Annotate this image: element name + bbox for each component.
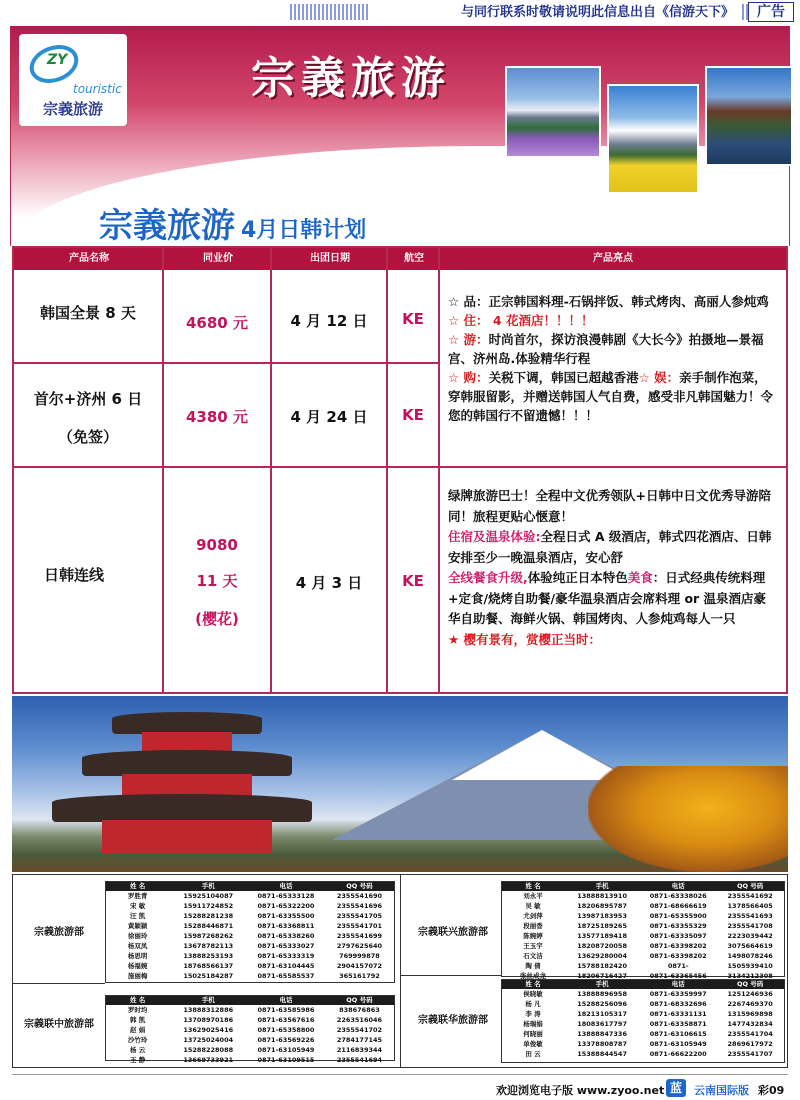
contact-row: [106, 972, 394, 981]
contact-mobile: 13888847336: [577, 1030, 627, 1038]
autumn-trees: [588, 766, 788, 872]
cyts-logo-icon: [581, 202, 611, 220]
tour-label: ☆ 游：: [448, 332, 489, 347]
japan-p2: [448, 527, 778, 568]
contact-row: [502, 1010, 784, 1019]
contact-qq: 2355541701: [336, 922, 383, 930]
contact-mobile: 13708970186: [183, 1016, 234, 1024]
fun-text: 亲手制作泡菜，穿韩服留影，并赠送韩国人气自费，感受非凡韩国魅力！令您的韩国行不留遗憾！！！: [448, 370, 774, 423]
contact-qq: 1378566405: [727, 902, 773, 910]
japan-p1: 绿牌旅游巴士！全程中文优秀领队+日韩中日文优秀导游陪同！旅程更贴心惬意！: [448, 488, 771, 524]
contact-row: [106, 902, 394, 911]
contact-mobile: 手机: [595, 882, 609, 890]
contact-phone: 0871-63105949: [257, 1046, 315, 1054]
contact-name: 田 云: [525, 1050, 541, 1058]
row2-date: 4 月 24 日: [290, 408, 368, 426]
contact-row: [106, 1026, 394, 1035]
photo-fuji-flowers: [607, 84, 699, 194]
japan-p3b-text: ：日式经典传统料理+定食/烧烤自助餐/豪华温泉酒店会席料理 or 温泉酒店豪华自助餐、海鲜火锅、韩国烤肉、人参炖鸡每人一只: [448, 570, 767, 626]
row1-price: 4680 元: [186, 314, 248, 332]
contact-phone: 0871-65333128: [257, 892, 315, 900]
row3-date: 4 月 3 日: [295, 574, 363, 592]
row2-airline: KE: [402, 406, 424, 424]
row3-price: 9080: [196, 536, 238, 554]
contact-row: [106, 1016, 394, 1025]
contact-mobile: 13888253193: [183, 952, 234, 960]
contact-mobile: 15987268262: [183, 932, 234, 940]
contact-name: 段丽香: [523, 922, 543, 930]
contact-phone: 0871-63106615: [649, 1030, 707, 1038]
pagoda-roof: [112, 712, 262, 734]
contact-mobile: 13725024004: [183, 1036, 234, 1044]
contact-header-row: [106, 996, 394, 1005]
contact-row: [502, 922, 784, 931]
contact-name: 李 涛: [525, 1010, 541, 1018]
logo-en: touristic: [73, 82, 122, 96]
contact-mobile: 18083617797: [577, 1020, 627, 1028]
contact-row: [502, 1000, 784, 1009]
food-label: ☆ 品：: [448, 294, 489, 309]
contact-row: [502, 1020, 784, 1029]
contact-phone: 电话: [279, 882, 293, 890]
contact-qq: 2355541693: [727, 912, 773, 920]
contact-qq: 365161792: [339, 972, 380, 980]
contact-mobile: 18206895787: [577, 902, 627, 910]
contact-name: 施丽梅: [127, 972, 148, 980]
highlight-food: [448, 292, 778, 311]
top-bar: [0, 0, 800, 24]
contact-phone: 0871-63355329: [649, 922, 707, 930]
contact-row: [502, 932, 784, 941]
footer-page: 彩09: [758, 1084, 785, 1097]
contact-row: [502, 1050, 784, 1059]
logo-cn: 宗義旅游: [43, 100, 104, 118]
contact-name: 侯晓敏: [523, 990, 543, 998]
contact-mobile: 15288228088: [183, 1046, 234, 1054]
japan-p3-label: 全线餐食升级,: [448, 570, 528, 585]
contact-mobile: 13888896958: [577, 990, 627, 998]
col-divider: [438, 248, 440, 692]
contact-mobile: 13629025416: [183, 1026, 234, 1034]
contact-name: 杨 云: [130, 1046, 146, 1054]
row3-name: 日韩连线: [43, 566, 104, 584]
contact-phone: 0871-63109515: [257, 1056, 315, 1064]
pagoda-floor: [102, 820, 272, 854]
pagoda-floor: [122, 774, 252, 796]
contact-name: 沙竹玲: [127, 1036, 148, 1044]
brand-title: 宗義旅游: [251, 53, 451, 104]
footer-badge: 蓝: [666, 1079, 686, 1097]
contact-phone: 0871-63331131: [649, 1010, 707, 1018]
contact-mobile: 13888813910: [577, 892, 627, 900]
highlight-tour: [448, 330, 778, 368]
contact-name: 吴 敏: [525, 902, 541, 910]
contact-mobile: 13629280004: [577, 952, 627, 960]
contact-name: 陈婉婷: [523, 932, 543, 940]
contact-name: 杨瑞娟: [523, 1020, 543, 1028]
contact-phone: 0871-65322200: [257, 902, 315, 910]
contact-header-row: [502, 980, 784, 989]
japan-p2-label: 住宿及温泉体验:: [448, 529, 541, 544]
contact-name: 杨思明: [127, 952, 148, 960]
contact-row: [502, 962, 784, 971]
contact-phone: 0871-63358871: [649, 1020, 707, 1028]
contact-phone: 0871-66622200: [649, 1050, 707, 1058]
contact-mobile: 18725189265: [577, 922, 627, 930]
contact-mobile: 18213105317: [577, 1010, 627, 1018]
contact-row: [106, 932, 394, 941]
contact-phone: 电话: [279, 996, 293, 1004]
highlight-stay: [448, 311, 778, 330]
row3-cherry: (樱花): [195, 610, 239, 628]
contact-qq: 2355541690: [336, 892, 383, 900]
contact-phone: 电话: [671, 882, 685, 890]
shop-text: 关税下调，韩国已超越香港: [488, 370, 639, 385]
row1-airline: KE: [402, 310, 424, 328]
dept-separator: [13, 983, 105, 984]
contact-header-row: [106, 882, 394, 891]
row2-name-visa: （免签）: [57, 428, 118, 446]
contact-mobile: 18206716427: [577, 972, 627, 980]
contact-qq: 2355541699: [336, 932, 383, 940]
contact-row: [106, 1036, 394, 1045]
japan-p2-text: 全程日式 A 级酒店，韩式四花酒店、日韩安排至少一晚温泉酒店，安心舒: [448, 529, 772, 565]
contact-qq: QQ 号码: [346, 882, 373, 890]
contact-row: [502, 942, 784, 951]
th-date: 出团日期: [310, 253, 350, 264]
contact-name: 杨双凤: [127, 942, 148, 950]
contact-row: [502, 912, 784, 921]
contact-mobile: 15288446871: [183, 922, 234, 930]
contact-mobile: 15925104087: [183, 892, 234, 900]
stay-text: 4 花酒店！！！！: [492, 313, 594, 328]
contact-phone: 0871-: [667, 962, 689, 970]
contact-mobile: 15288256096: [577, 1000, 627, 1008]
contact-phone: 0871-63365456: [649, 972, 707, 980]
contact-phone: 0871-63569226: [257, 1036, 315, 1044]
contact-row: [106, 952, 394, 961]
contact-mobile: 13888312886: [183, 1006, 234, 1014]
contact-name: 罗胜青: [127, 892, 148, 900]
contact-phone: 0871-63104445: [257, 962, 315, 970]
row-divider: [14, 466, 786, 468]
contact-name: 宋 敏: [130, 902, 146, 910]
contact-row: [106, 922, 394, 931]
stay-label: ☆ 住：: [448, 313, 489, 328]
pagoda-roof: [82, 750, 292, 776]
contact-phone: 0871-63335097: [649, 932, 707, 940]
pagoda-floor: [142, 732, 232, 752]
contact-phone: 0871-63105949: [649, 1040, 707, 1048]
contact-mobile: 13378808787: [577, 1040, 627, 1048]
dept-right-bottom: 宗義联华旅游部: [418, 1015, 488, 1026]
contact-qq: 2797625640: [336, 942, 383, 950]
contact-row: [106, 892, 394, 901]
row3-airline: KE: [402, 572, 424, 590]
contact-row: [502, 902, 784, 911]
contact-qq: 2355541702: [336, 1026, 383, 1034]
plan-brand: 宗義旅游: [99, 206, 235, 246]
japan-p4: ★ 樱有景有，赏樱正当时：: [448, 631, 602, 647]
contact-mobile: 15288281238: [183, 912, 234, 920]
ad-label: 广告: [748, 2, 794, 22]
dept-left-top: 宗義旅游部: [34, 927, 84, 938]
contact-name: 杨 凡: [525, 1000, 541, 1008]
contact-qq: 1315969898: [727, 1010, 773, 1018]
contact-name: 尤剑萍: [523, 912, 543, 920]
contact-name: 姓 名: [130, 996, 146, 1004]
header-banner: [10, 26, 790, 246]
contact-mobile: 15788182420: [577, 962, 627, 970]
product-table: [12, 246, 788, 694]
contact-name: 罗时均: [127, 1006, 148, 1014]
contact-phone: 0871-63355500: [257, 912, 315, 920]
contact-phone: 0871-63398202: [649, 952, 707, 960]
contact-mobile: 手机: [201, 996, 215, 1004]
contact-phone: 0871-63567616: [257, 1016, 315, 1024]
dept-left-bottom: 宗義联中旅游部: [24, 1019, 94, 1030]
agency-mark: [581, 198, 789, 238]
contact-qq: 2355541708: [727, 922, 773, 930]
contact-mobile: 18768566137: [183, 962, 234, 970]
contact-row: [502, 1040, 784, 1049]
contact-qq: 2355541705: [336, 912, 383, 920]
row1-date: 4 月 12 日: [290, 312, 368, 330]
contact-qq: 2784177145: [336, 1036, 383, 1044]
contact-phone: 0871-65358800: [257, 1026, 315, 1034]
japan-p3-label2: 美食: [627, 570, 653, 585]
contact-name: 姓 名: [130, 882, 146, 890]
footer-rule: [12, 1074, 788, 1075]
footer-section: 云南国际版: [694, 1084, 749, 1097]
contact-phone: 0871-63338026: [649, 892, 707, 900]
row-divider: [14, 362, 438, 364]
th-highlights: 产品亮点: [593, 253, 633, 264]
contact-phone: 0871-68332696: [649, 1000, 707, 1008]
contact-grid-right-top: [501, 881, 785, 980]
contact-qq: 2267469370: [727, 1000, 773, 1008]
dept-right-top: 宗義联兴旅游部: [418, 927, 488, 938]
contact-name: 杨福婉: [127, 962, 148, 970]
contact-qq: 2869617972: [727, 1040, 773, 1048]
japan-p3-text: 体验纯正日本特色: [527, 570, 628, 585]
contact-name: 张丝成龙: [520, 972, 547, 980]
th-price: 同业价: [203, 253, 233, 264]
contact-phone: 0871-63585986: [257, 1006, 315, 1014]
contact-mobile: 手机: [201, 882, 215, 890]
dept-separator: [401, 975, 501, 976]
th-product-name: 产品名称: [69, 253, 109, 264]
photo-mountain-lavender: [505, 66, 601, 158]
contact-qq: 1498078246: [727, 952, 773, 960]
contact-mobile: 13577189418: [577, 932, 627, 940]
fun-label: ☆ 娱：: [638, 370, 680, 385]
contact-phone: 0871-65333027: [257, 942, 315, 950]
contact-phone: 0871-65333319: [257, 952, 315, 960]
contact-row: [106, 962, 394, 971]
contact-name: 韩 凯: [130, 1016, 146, 1024]
contact-qq: 1477432834: [727, 1020, 773, 1028]
contact-qq: 2355541694: [336, 1056, 383, 1064]
contact-mobile: 15911724852: [183, 902, 234, 910]
pagoda-icon: [52, 702, 332, 870]
contact-qq: 2355541704: [727, 1030, 773, 1038]
contact-name: 姓 名: [525, 882, 541, 890]
contact-row: [502, 1030, 784, 1039]
contact-qq: QQ 号码: [736, 882, 764, 890]
japan-highlights: [448, 486, 778, 650]
row2-price: 4380 元: [186, 408, 248, 426]
plan-subtitle: 4月日韩计划: [241, 218, 367, 243]
contact-qq: 3075664619: [727, 942, 773, 950]
contact-name: 汪 凯: [130, 912, 146, 920]
contact-name: 刘永平: [523, 892, 543, 900]
contact-mobile: 13678782113: [183, 942, 234, 950]
contact-row: [106, 1046, 394, 1055]
pagoda-roof: [52, 794, 312, 822]
contact-grid-left-bottom: [105, 995, 395, 1064]
shop-label: ☆ 购：: [448, 370, 489, 385]
contact-phone: 0871-65355900: [649, 912, 707, 920]
contact-qq: 2223039442: [727, 932, 773, 940]
japan-p3: [448, 568, 778, 630]
contact-name: 赵 娟: [130, 1026, 146, 1034]
agency-name-cn: 云南中青国际旅行社: [621, 202, 748, 216]
contact-header-row: [502, 882, 784, 891]
contact-mobile: 手机: [595, 980, 609, 988]
contact-directory: [12, 874, 788, 1068]
contact-row: [106, 942, 394, 951]
contact-phone: 0871-65338260: [257, 932, 315, 940]
contact-name: 黄颖颖: [127, 922, 148, 930]
fuji-pagoda-photo: [12, 696, 788, 872]
contact-mobile: 13987183953: [577, 912, 627, 920]
food-text: 正宗韩国料理-石锅拌饭、韩式烤肉、高丽人参炖鸡: [488, 294, 769, 309]
contact-qq: 3134212308: [727, 972, 773, 980]
contact-qq: 2263516046: [336, 1016, 383, 1024]
contact-row: [502, 990, 784, 999]
contact-qq: 2355541707: [727, 1050, 773, 1058]
contact-phone: 0871-63368811: [257, 922, 315, 930]
contact-name: 王玉宇: [523, 942, 543, 950]
contact-qq: 2355541696: [336, 902, 383, 910]
contact-row: [106, 912, 394, 921]
th-airline: 航空: [404, 253, 424, 264]
contact-name: 姓 名: [525, 980, 541, 988]
contact-qq: 838676863: [339, 1006, 380, 1014]
contact-name: 陶 倩: [525, 962, 541, 970]
contact-name: 石文洁: [523, 952, 543, 960]
contact-mobile: 13669733921: [183, 1056, 234, 1064]
contact-qq: QQ 号码: [346, 996, 373, 1004]
logo-abbrev: ZY: [47, 52, 68, 68]
row3-duration: 11 天: [196, 572, 238, 590]
korea-highlights: [448, 292, 778, 425]
contact-mobile: 18208720058: [577, 942, 627, 950]
row1-name: 韩国全景 8 天: [40, 304, 136, 322]
contact-grid-right-bottom: [501, 979, 785, 1063]
footer: [0, 1074, 800, 1100]
contact-name: 王 静: [130, 1056, 146, 1064]
contact-qq: 1505939410: [727, 962, 773, 970]
directory-divider: [400, 875, 401, 1067]
contact-mobile: 15388844547: [577, 1050, 627, 1058]
contact-phone: 0871-68666619: [649, 902, 707, 910]
contact-qq: 2355541692: [727, 892, 773, 900]
contact-qq: 1251246936: [727, 990, 773, 998]
contact-row: [502, 952, 784, 961]
contact-name: 单俊敏: [523, 1040, 543, 1048]
contact-mobile: 15025184287: [183, 972, 234, 980]
contact-name: 何晓丽: [523, 1030, 543, 1038]
contact-row: [502, 892, 784, 901]
source-notice: 与同行联系时敬请说明此信息出自《信游天下》: [370, 4, 740, 22]
contact-row: [106, 1006, 394, 1015]
plan-title: [99, 198, 366, 247]
contact-qq: 2116839344: [336, 1046, 383, 1054]
tour-text: 时尚首尔，探访浪漫韩剧《大长今》拍摄地—景福宫、济州岛.体验精华行程: [448, 332, 764, 366]
row2-name: 首尔+济州 6 日: [33, 390, 143, 408]
footer-welcome: 欢迎浏览电子版 www.zyoo.net: [496, 1084, 665, 1097]
contact-qq: 769999878: [339, 952, 380, 960]
agency-name-en: China Youth Travel Sevice Co.Ltd.Yun Nan: [621, 216, 767, 224]
contact-phone: 0871-65585537: [257, 972, 315, 980]
contact-grid-left-top: [105, 881, 395, 983]
contact-qq: QQ 号码: [736, 980, 764, 988]
contact-phone: 0871-63398202: [649, 942, 707, 950]
contact-row: [106, 1056, 394, 1065]
table-header: [14, 248, 786, 270]
company-logo: [19, 34, 127, 126]
contact-phone: 0871-63359997: [649, 990, 707, 998]
contact-qq: 2904157072: [336, 962, 383, 970]
contact-name: 徐丽玲: [127, 932, 148, 940]
photo-pavilion-lake: [705, 66, 793, 166]
contact-phone: 电话: [671, 980, 685, 988]
highlight-shop: [448, 368, 778, 425]
